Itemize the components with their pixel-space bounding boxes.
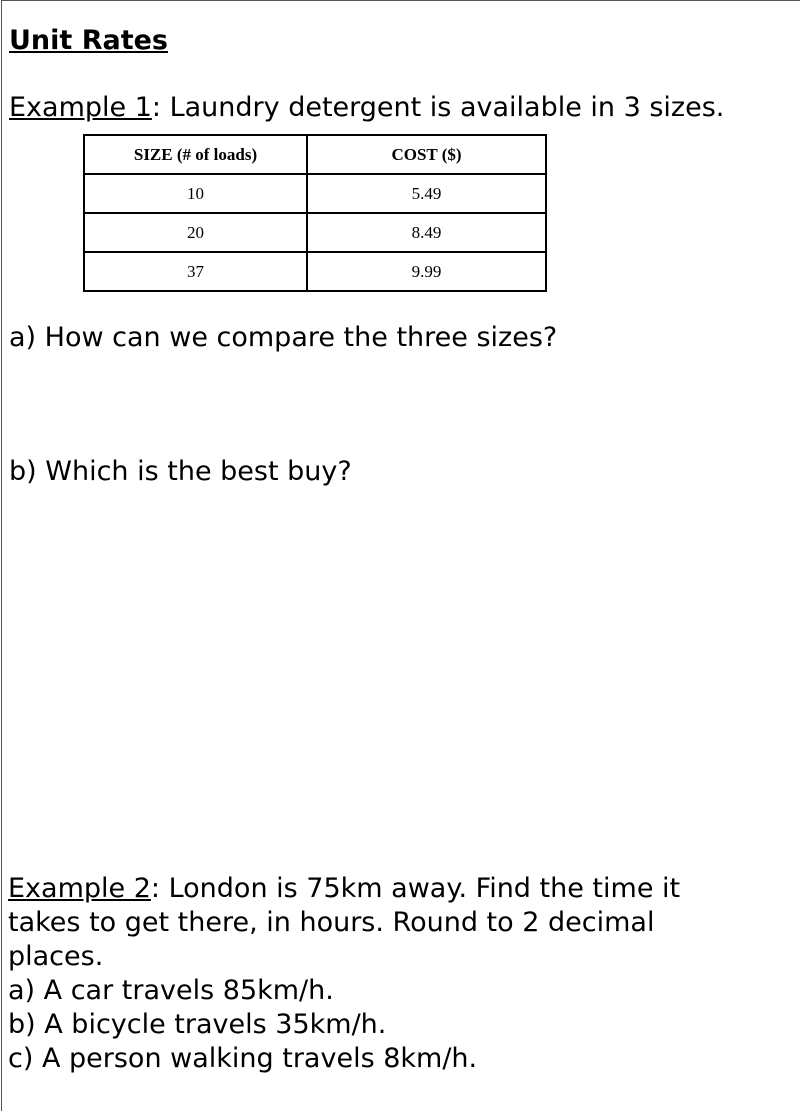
page-title: Unit Rates bbox=[9, 25, 169, 56]
example2-text-line3: places. bbox=[8, 941, 104, 972]
table-row bbox=[84, 252, 546, 291]
table-cell-size: 37 bbox=[84, 252, 307, 291]
example2-label: Example 2 bbox=[8, 873, 151, 904]
detergent-table bbox=[83, 134, 547, 292]
table-cell-size: 10 bbox=[84, 174, 307, 213]
column-header-cost: COST ($) bbox=[307, 135, 546, 174]
example1-label: Example 1 bbox=[9, 92, 152, 123]
table-cell-cost: 8.49 bbox=[307, 213, 546, 252]
example2-part-b: b) A bicycle travels 35km/h. bbox=[8, 1009, 387, 1040]
example2-text-line1: : London is 75km away. Find the time it bbox=[150, 873, 681, 904]
column-header-size: SIZE (# of loads) bbox=[84, 135, 307, 174]
example2-part-c: c) A person walking travels 8km/h. bbox=[8, 1043, 478, 1074]
table-header-row bbox=[84, 135, 546, 174]
example2-text-line2: takes to get there, in hours. Round to 2 decimal bbox=[8, 907, 655, 938]
example1-question-a: a) How can we compare the three sizes? bbox=[9, 322, 558, 353]
table-row bbox=[84, 174, 546, 213]
table-cell-cost: 5.49 bbox=[307, 174, 546, 213]
example2-line1 bbox=[8, 872, 680, 906]
example2-part-a: a) A car travels 85km/h. bbox=[8, 975, 334, 1006]
example1-question-b: b) Which is the best buy? bbox=[9, 456, 352, 487]
example1-intro bbox=[9, 91, 724, 125]
example2-block bbox=[8, 872, 680, 1076]
table-cell-size: 20 bbox=[84, 213, 307, 252]
table-cell-cost: 9.99 bbox=[307, 252, 546, 291]
table-row bbox=[84, 213, 546, 252]
example1-text: : Laundry detergent is available in 3 sizes. bbox=[151, 92, 725, 123]
